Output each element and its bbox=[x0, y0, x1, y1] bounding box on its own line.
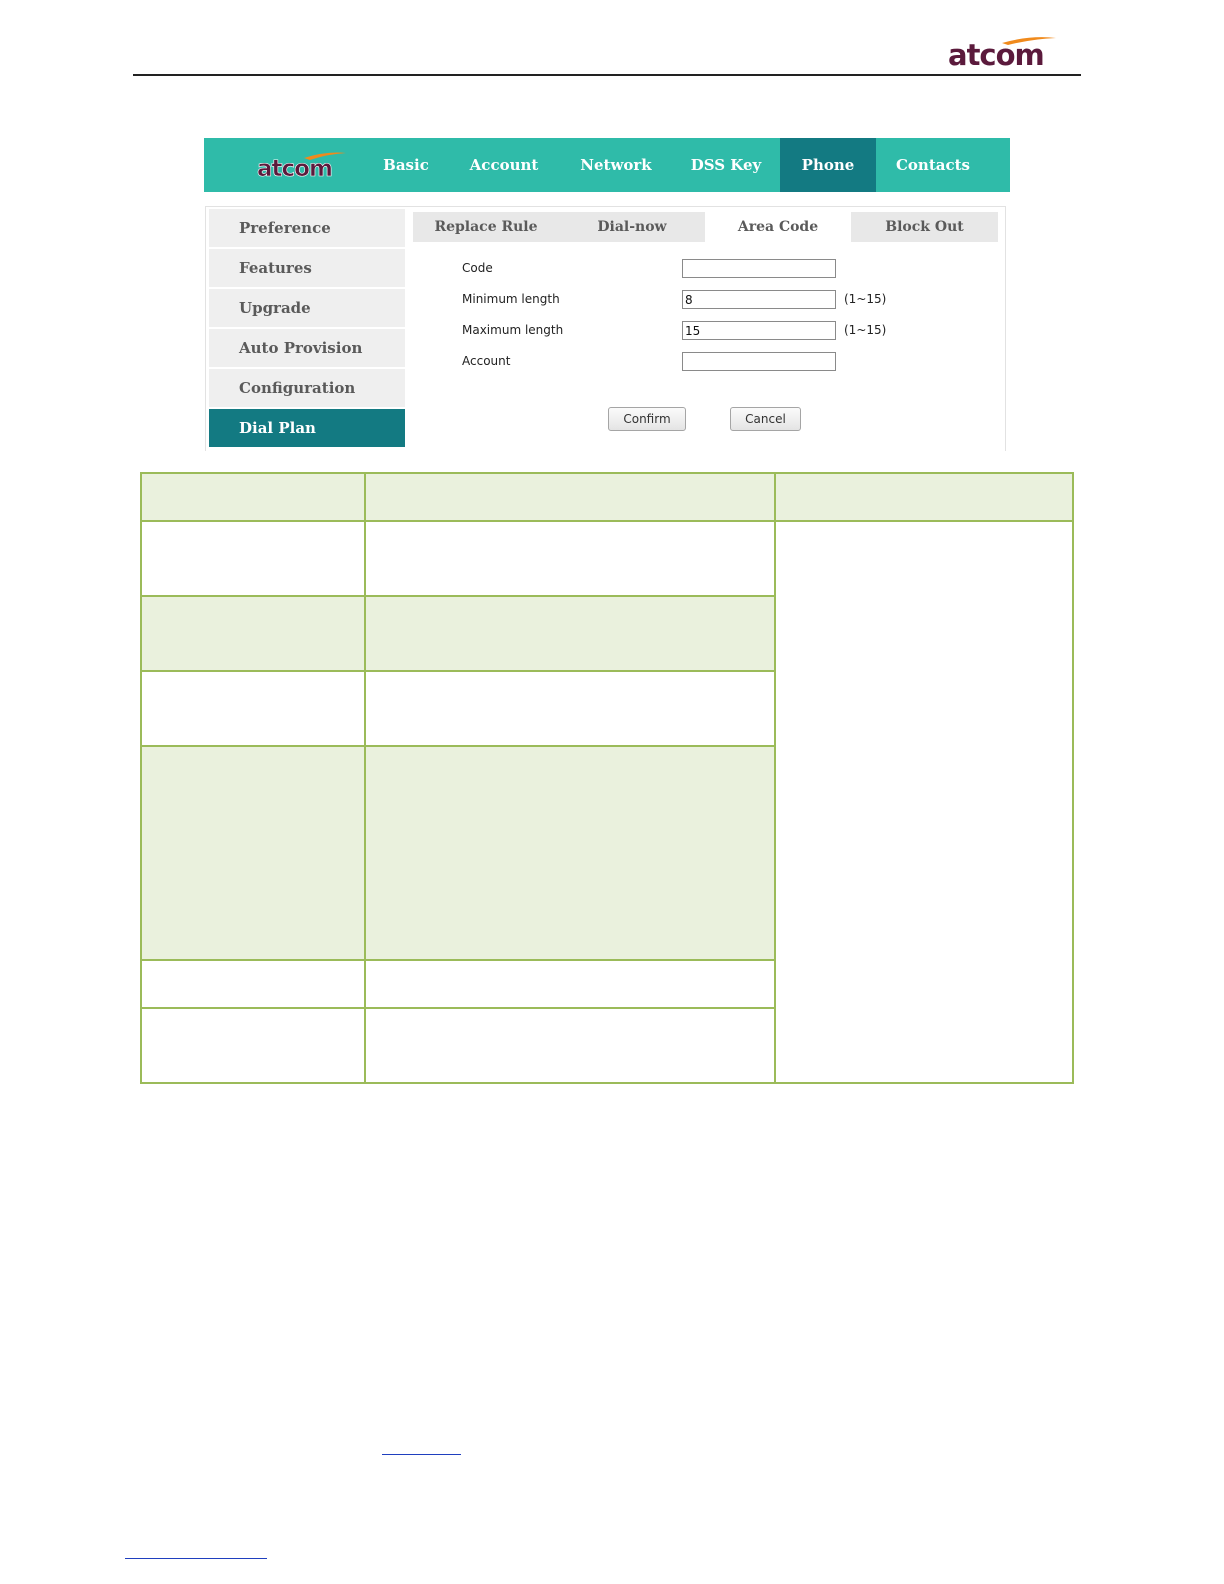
table-cell bbox=[140, 520, 366, 597]
table-cell bbox=[140, 1007, 366, 1084]
web-ui-screenshot bbox=[204, 138, 1010, 451]
maximum-length-label: Maximum length bbox=[462, 323, 564, 337]
minimum-length-label: Minimum length bbox=[462, 292, 560, 306]
sidebar-item-features[interactable]: Features bbox=[209, 249, 405, 287]
table-header-cell bbox=[140, 472, 366, 522]
account-input[interactable] bbox=[682, 352, 836, 371]
table-cell bbox=[364, 745, 776, 961]
top-navigation-bar bbox=[204, 138, 1010, 192]
sidebar-item-configuration[interactable]: Configuration bbox=[209, 369, 405, 407]
table-cell bbox=[364, 520, 776, 597]
sidebar-item-preference[interactable]: Preference bbox=[209, 209, 405, 247]
tab-replace-rule[interactable]: Replace Rule bbox=[434, 219, 538, 235]
table-cell bbox=[364, 1007, 776, 1084]
document-header-logo bbox=[946, 34, 1058, 70]
svg-text:atcom: atcom bbox=[948, 38, 1044, 70]
table-header-cell bbox=[364, 472, 776, 522]
atcom-logo-icon bbox=[946, 34, 1058, 70]
nav-dss-key[interactable]: DSS Key bbox=[690, 156, 762, 174]
maximum-length-input[interactable] bbox=[682, 321, 836, 340]
table-cell bbox=[364, 670, 776, 747]
table-header-cell bbox=[774, 472, 1074, 522]
svg-text:atcom: atcom bbox=[257, 156, 332, 182]
table-cell bbox=[364, 595, 776, 672]
table-merged-cell bbox=[774, 520, 1074, 1084]
nav-network[interactable]: Network bbox=[580, 156, 652, 174]
sidebar-item-dial-plan[interactable]: Dial Plan bbox=[209, 409, 405, 447]
confirm-button[interactable]: Confirm bbox=[608, 407, 686, 431]
account-label: Account bbox=[462, 354, 511, 368]
nav-basic[interactable]: Basic bbox=[383, 156, 429, 174]
footer-hyperlink-underline[interactable] bbox=[125, 1558, 267, 1559]
table-cell bbox=[140, 595, 366, 672]
table-cell bbox=[140, 959, 366, 1009]
dial-plan-tabs bbox=[413, 212, 998, 242]
nav-contacts[interactable]: Contacts bbox=[895, 156, 970, 174]
nav-phone[interactable]: Phone bbox=[780, 138, 876, 192]
code-label: Code bbox=[462, 261, 493, 275]
tab-block-out[interactable]: Block Out bbox=[885, 219, 964, 235]
table-cell bbox=[140, 670, 366, 747]
table-cell bbox=[364, 959, 776, 1009]
maximum-length-hint: (1~15) bbox=[844, 323, 887, 337]
sidebar-item-upgrade[interactable]: Upgrade bbox=[209, 289, 405, 327]
cancel-button[interactable]: Cancel bbox=[730, 407, 801, 431]
header-rule bbox=[133, 74, 1081, 76]
settings-panel bbox=[205, 206, 1006, 451]
atcom-logo-icon bbox=[256, 148, 348, 182]
sidebar-item-auto-provision[interactable]: Auto Provision bbox=[209, 329, 405, 367]
parameter-table bbox=[140, 472, 1074, 1084]
table-cell bbox=[140, 745, 366, 961]
tab-area-code[interactable]: Area Code bbox=[705, 212, 851, 242]
tab-dial-now[interactable]: Dial-now bbox=[597, 219, 667, 235]
minimum-length-hint: (1~15) bbox=[844, 292, 887, 306]
minimum-length-input[interactable] bbox=[682, 290, 836, 309]
hyperlink-underline[interactable] bbox=[382, 1454, 461, 1455]
nav-account[interactable]: Account bbox=[469, 156, 539, 174]
nav-logo bbox=[256, 148, 348, 182]
code-input[interactable] bbox=[682, 259, 836, 278]
